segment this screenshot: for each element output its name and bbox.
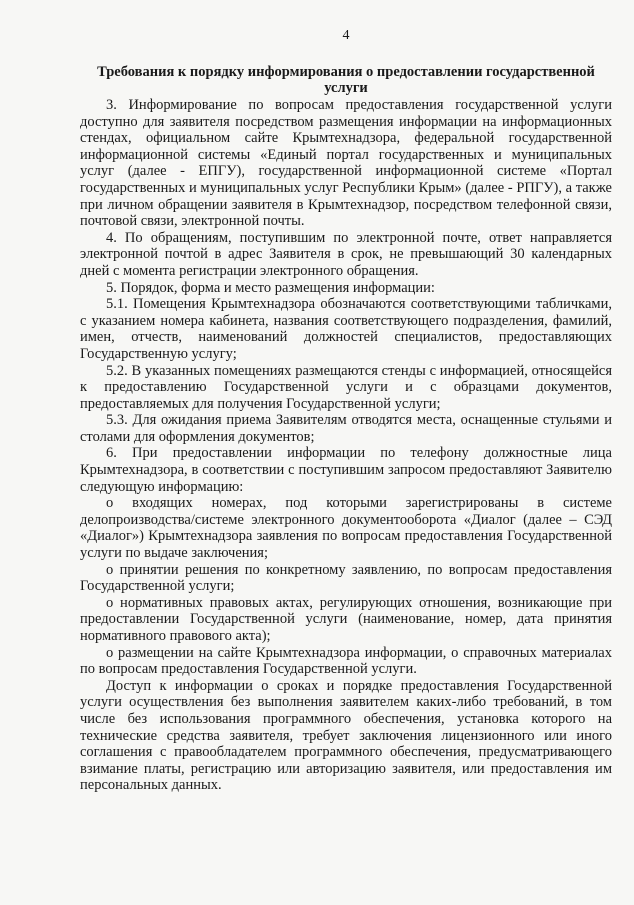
list-item-legal-acts: о нормативных правовых актах, регулирующих отношения, возникающие при предоставлении Государственной услуги (наименование, номер, дата принятия нормативного правового акта);: [80, 594, 612, 644]
document-body: [80, 97, 612, 794]
paragraph-5: 5. Порядок, форма и место размещения информации:: [106, 279, 435, 296]
paragraph-5-2: 5.2. В указанных помещениях размещаются стенды с информацией, относящейся к предоставлению Государственной услуги и с образцами документов, предоставляемых для получения Государственной услуги;: [80, 362, 612, 412]
list-item-decision: о принятии решения по конкретному заявлению, по вопросам предоставления Государственной услуги;: [80, 561, 612, 595]
paragraph-6: 6. При предоставлении информации по телефону должностные лица Крымтехнадзора, в соответствии с поступившим запросом предоставляют Заявителю следующую информацию:: [80, 445, 612, 495]
paragraph-5-1: 5.1. Помещения Крымтехнадзора обозначаются соответствующими табличками, с указанием номера кабинета, названия соответствующего подразделения, фамилий, имен, отчеств, наименований должностей специалистов, предоставляющих Государственную услугу;: [80, 296, 612, 362]
paragraph-access: Доступ к информации о сроках и порядке предоставления Государственной услуги осуществления без выполнения заявителем каких-либо требований, в том числе без использования программного обеспечения, установка которого на технические средства заявителя, требует заключения лицензионного или иного соглашения с правообладателем программного обеспечения, предусматривающего взимание платы, регистрацию или авторизацию заявителя, или предоставления им персональных данных.: [80, 677, 612, 794]
list-item-website-info: о размещении на сайте Крымтехнадзора информации, о справочных материалах по вопросам предоставления Государственной услуги.: [80, 644, 612, 678]
paragraph-5-3: 5.3. Для ожидания приема Заявителям отводятся места, оснащенные стульями и столами для оформления документов;: [80, 412, 612, 445]
paragraph-3: 3. Информирование по вопросам предоставления государственной услуги доступно для заявителя посредством размещения информации на информационных стендах, официальном сайте Крымтехнадзора, федеральной государственной информационной системы «Единый портал государственных и муниципальных услуг (далее - ЕПГУ), государственной информационной системе «Портал государственных и муниципальных услуг Республики Крым» (далее - РПГУ), а также при личном обращении заявителя в Крымтехнадзор, посредством телефонной связи, почтовой связи, электронной почты.: [80, 97, 612, 230]
list-item-incoming-numbers: о входящих номерах, под которыми зарегистрированы в системе делопроизводства/системе электронного документооборота «Диалог (далее – СЭД «Диалог») Крымтехнадзора заявления по вопросам предоставления Государственной услуги по выдаче заключения;: [80, 495, 612, 562]
section-title: Требования к порядку информирования о предоставлении государственной услуги: [97, 64, 595, 96]
paragraph-4: 4. По обращениям, поступившим по электронной почте, ответ направляется электронной почтой в адрес Заявителя в срок, не превышающий 30 календарных дней с момента регистрации электронного обращения.: [80, 229, 612, 279]
page-number: 4: [342, 28, 350, 43]
